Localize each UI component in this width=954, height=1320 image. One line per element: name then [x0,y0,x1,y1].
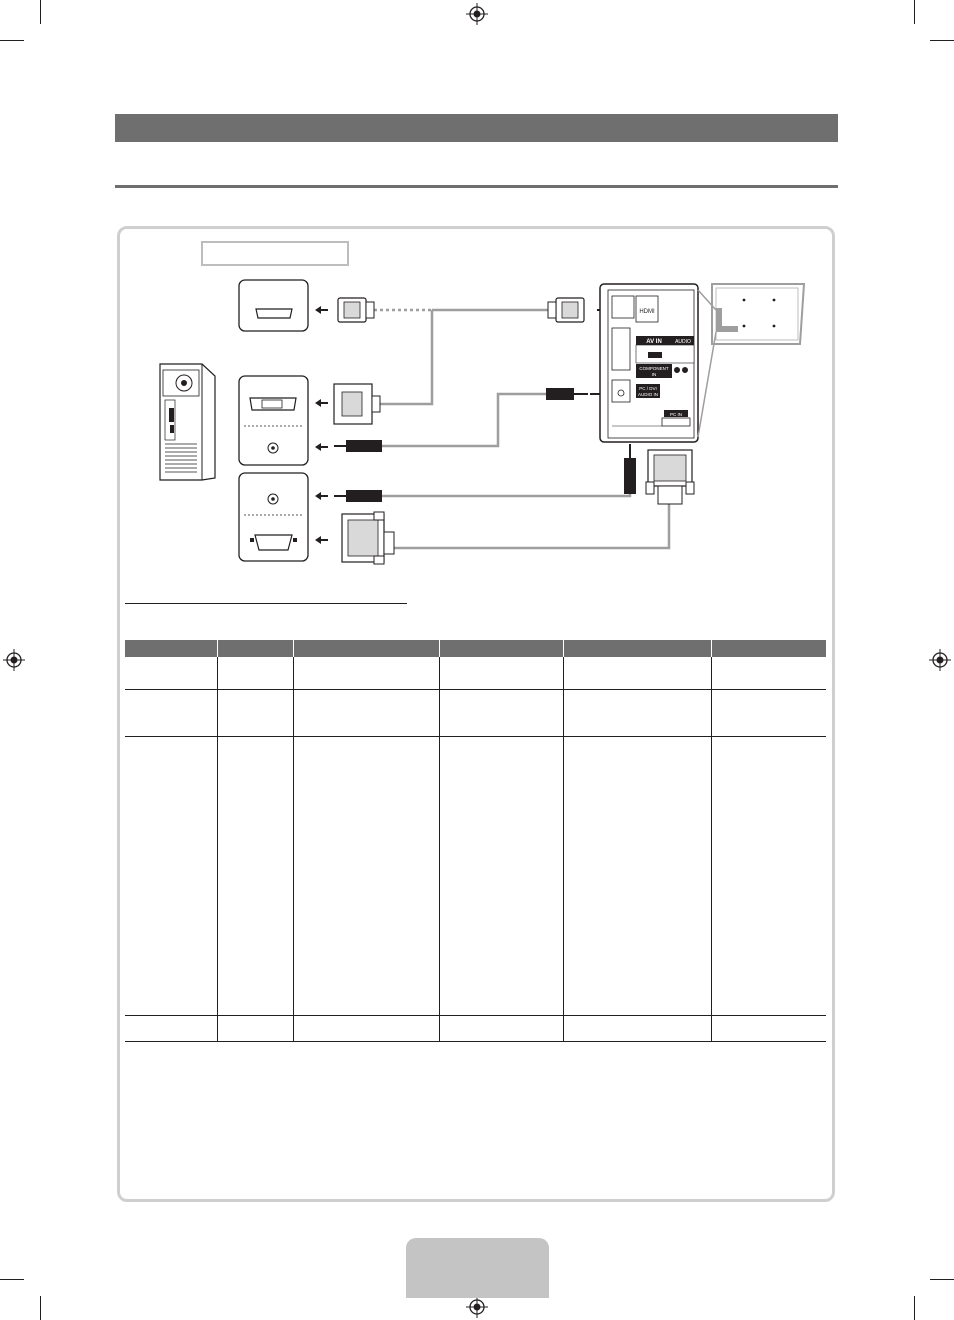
port-label-audio: AUDIO [675,339,691,345]
table-header-cell [439,640,563,657]
port-label-pc-dvi: PC / DVI [639,386,657,391]
table-cell [439,736,563,1015]
table-cell [711,1015,826,1041]
table-row [125,1015,826,1041]
table-cell [293,1015,439,1041]
table-header-cell [563,640,711,657]
table-header-row [125,640,826,657]
crop-mark [914,1296,915,1320]
dvi-cable-icon [334,384,380,424]
registration-mark-icon [3,649,25,671]
table-header-cell [217,640,293,657]
port-label-component-in: IN [651,372,657,377]
audio-cable-icon [334,440,382,452]
table-caption-underline [125,603,407,604]
port-label-pc-in: PC IN [669,412,683,417]
table-cell [217,689,293,736]
hdmi-cable-icon [338,298,374,322]
registration-mark-icon [466,1296,488,1318]
table-cell [711,736,826,1015]
crop-mark [0,1279,24,1280]
table-row [125,689,826,736]
dvi-port-icon [239,376,308,465]
table-cell [711,689,826,736]
tv-thumbnail-icon [698,284,804,437]
vga-cable-icon [342,512,394,564]
table-cell [563,736,711,1015]
spec-table [125,640,826,1042]
tv-back-icon [600,284,698,442]
table-cell [293,736,439,1015]
audio-cable-icon [334,490,382,502]
table-cell [125,736,217,1015]
table-cell [563,657,711,689]
table-cell [563,1015,711,1041]
audio-cable-icon [546,388,588,400]
pc-tower-icon [160,364,215,480]
table-cell [563,689,711,736]
table-cell [293,689,439,736]
registration-mark-icon [929,649,951,671]
table-header-cell [293,640,439,657]
audio-cable-icon [624,444,636,494]
table-row [125,736,826,1015]
hdmi-cable-icon [548,298,584,322]
port-label-component: COMPONENT [639,366,669,371]
table-cell [125,1015,217,1041]
port-label-av-in: AV IN [646,339,662,345]
port-label-hdmi: HDMI [639,309,655,315]
crop-mark [930,1279,954,1280]
table-cell [439,1015,563,1041]
page-number-tab [406,1238,549,1298]
port-label-pc-dvi-audio-in: AUDIO IN [637,392,659,397]
vga-cable-icon [646,450,694,504]
table-cell [125,657,217,689]
table-cell [217,736,293,1015]
table-header-cell [711,640,826,657]
table-cell [439,689,563,736]
table-cell [711,657,826,689]
table-cell [125,689,217,736]
table-row [125,657,826,689]
table-header-cell [125,640,217,657]
table-cell [293,657,439,689]
table-cell [217,1015,293,1041]
table-cell [439,657,563,689]
table-cell [217,657,293,689]
vga-port-icon [239,473,308,561]
crop-mark [40,1296,41,1320]
hdmi-port-icon [239,280,308,331]
connection-diagram [0,0,954,600]
